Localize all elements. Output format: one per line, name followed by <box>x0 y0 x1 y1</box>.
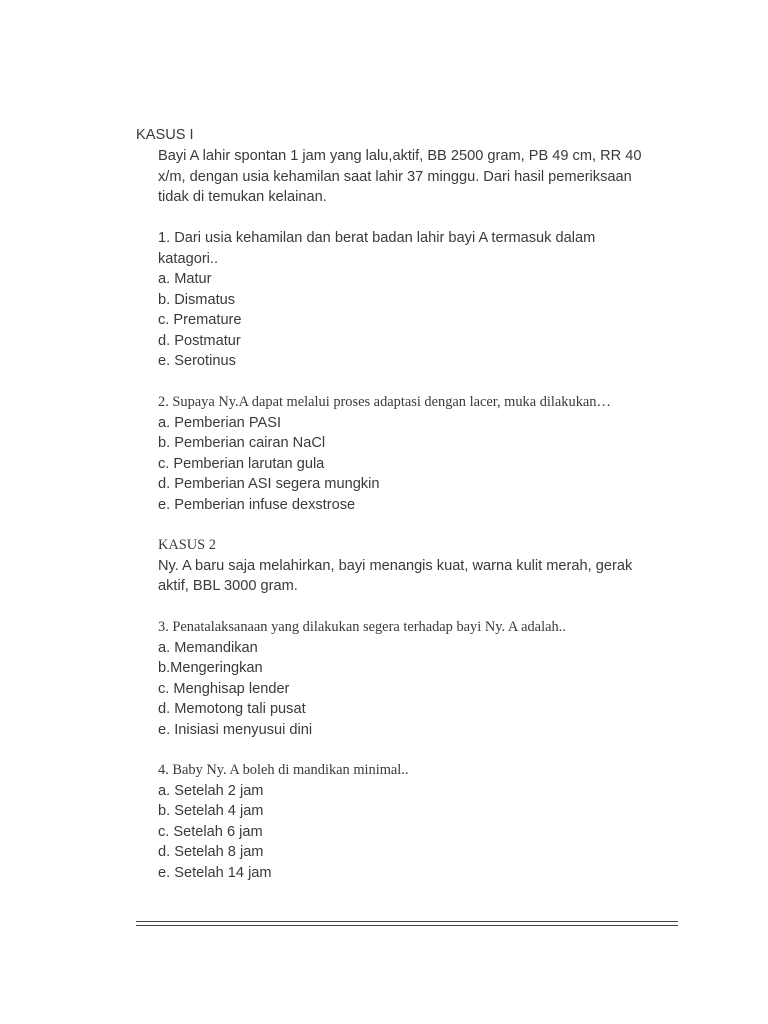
question-3-option-b: b.Mengeringkan <box>158 660 263 676</box>
question-4-option-c: c. Setelah 6 jam <box>158 823 263 840</box>
case-1-description-line: tidak di temukan kelainan. <box>158 189 327 205</box>
question-2-option-d: d. Pemberian ASI segera mungkin <box>158 476 380 492</box>
question-1-option-d: d. Postmatur <box>158 332 241 349</box>
question-4-option-a: a. Setelah 2 jam <box>158 782 264 799</box>
question-4-option-d: d. Setelah 8 jam <box>158 844 264 860</box>
question-1 <box>158 228 678 372</box>
question-1-text: katagori.. <box>158 250 219 267</box>
question-3-option-a: a. Memandikan <box>158 639 258 656</box>
case-2-title: KASUS 2 <box>158 537 216 553</box>
case-1-description <box>158 146 678 208</box>
question-1-option-e: e. Serotinus <box>158 353 236 369</box>
case-2 <box>158 535 678 597</box>
question-1-option-b: b. Dismatus <box>158 291 236 308</box>
question-2-option-a: a. Pemberian PASI <box>158 414 282 431</box>
question-2-option-c: c. Pemberian larutan gula <box>158 455 325 472</box>
question-4 <box>158 760 678 883</box>
question-1-option-c: c. Premature <box>158 312 242 328</box>
case-2-description-line: Ny. A baru saja melahirkan, bayi menangis kuat, warna kulit merah, gerak <box>158 557 633 574</box>
question-4-option-b: b. Setelah 4 jam <box>158 803 264 819</box>
case-1-description-line: x/m, dengan usia kehamilan saat lahir 37 minggu. Dari hasil pemeriksaan <box>158 168 632 185</box>
question-2-option-e: e. Pemberian infuse dexstrose <box>158 496 356 513</box>
question-4-text: 4. Baby Ny. A boleh di mandikan minimal.. <box>158 762 409 778</box>
question-2 <box>158 392 678 515</box>
footer-separator-line <box>136 921 678 922</box>
question-1-text: 1. Dari usia kehamilan dan berat badan lahir bayi A termasuk dalam <box>158 230 596 246</box>
footer-separator-line <box>136 925 678 926</box>
case-1-title: KASUS I <box>136 127 194 143</box>
question-3-option-e: e. Inisiasi menyusui dini <box>158 721 313 738</box>
question-3-option-d: d. Memotong tali pusat <box>158 701 306 717</box>
case-1-description-line: Bayi A lahir spontan 1 jam yang lalu,aktif, BB 2500 gram, PB 49 cm, RR 40 <box>158 148 642 164</box>
question-2-option-b: b. Pemberian cairan NaCl <box>158 435 326 451</box>
question-1-option-a: a. Matur <box>158 271 212 287</box>
case-2-description-line: aktif, BBL 3000 gram. <box>158 578 298 594</box>
question-4-option-e: e. Setelah 14 jam <box>158 864 272 881</box>
question-3-text: 3. Penatalaksanaan yang dilakukan segera terhadap bayi Ny. A adalah.. <box>158 619 566 635</box>
question-2-text: 2. Supaya Ny.A dapat melalui proses adaptasi dengan lacer, muka dilakukan… <box>158 394 611 410</box>
question-3-option-c: c. Menghisap lender <box>158 680 290 697</box>
question-3 <box>158 617 678 740</box>
